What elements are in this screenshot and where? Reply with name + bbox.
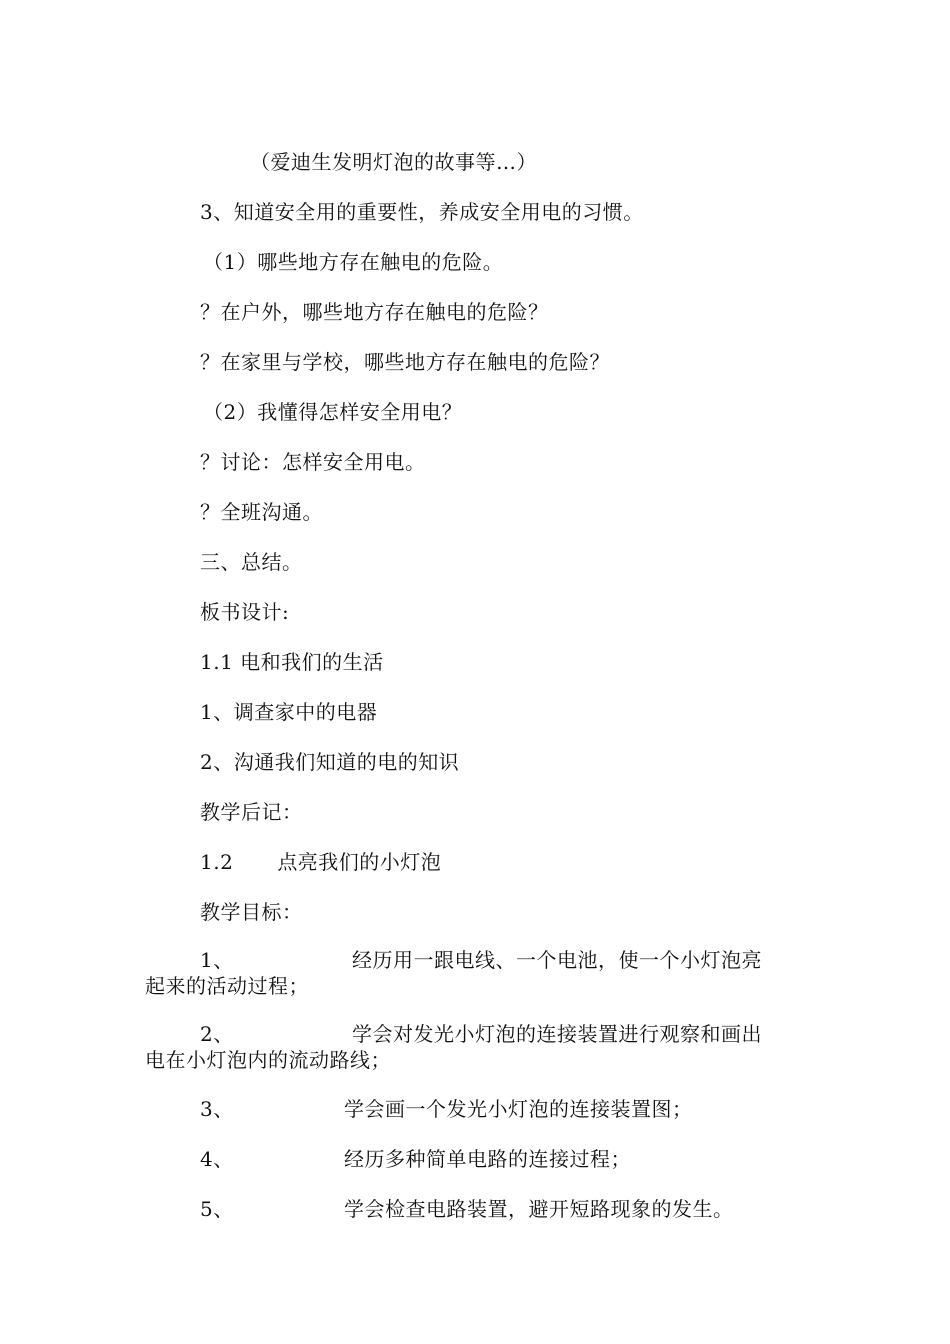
objective-text-continued: 电在小灯泡内的流动路线； <box>145 1048 391 1072</box>
heading: 教学目标： <box>200 900 303 924</box>
objective-text: 经历用一跟电线、一个电池，使一个小灯泡亮 <box>352 948 762 972</box>
heading: 教学后记： <box>200 800 303 824</box>
section-name: 点亮我们的小灯泡 <box>277 850 442 874</box>
text-line: ？在家里与学校，哪些地方存在触电的危险？ <box>200 350 610 374</box>
objective-text: 学会对发光小灯泡的连接装置进行观察和画出 <box>352 1022 762 1046</box>
text-line: ？在户外，哪些地方存在触电的危险？ <box>200 300 549 324</box>
objective-number: 2、 <box>200 1022 234 1046</box>
objective-number: 5、 <box>200 1197 234 1221</box>
text-line: ？全班沟通。 <box>200 500 323 524</box>
text-line: 1、调查家中的电器 <box>200 700 378 724</box>
text-line: 1.1 电和我们的生活 <box>200 650 384 674</box>
text-line: 2、沟通我们知道的电的知识 <box>200 750 460 774</box>
objective-number: 3、 <box>200 1097 234 1121</box>
text-line: （爱迪生发明灯泡的故事等…） <box>250 150 537 174</box>
objective-text: 学会画一个发光小灯泡的连接装置图； <box>344 1097 693 1121</box>
text-line: （2）我懂得怎样安全用电？ <box>203 400 463 424</box>
text-line: （1）哪些地方存在触电的危险。 <box>203 250 504 274</box>
section-title <box>200 850 441 874</box>
objective-text-continued: 起来的活动过程； <box>145 974 309 998</box>
heading: 板书设计: <box>200 600 290 624</box>
objective-number: 4、 <box>200 1147 234 1171</box>
objective-text: 学会检查电路装置，避开短路现象的发生。 <box>344 1197 734 1221</box>
text-line: ？讨论：怎样安全用电。 <box>200 450 426 474</box>
text-line: 三、总结。 <box>200 550 303 574</box>
section-number: 1.2 <box>200 850 234 874</box>
objective-text: 经历多种简单电路的连接过程； <box>344 1147 631 1171</box>
text-line: 3、知道安全用的重要性，养成安全用电的习惯。 <box>200 200 644 224</box>
objective-number: 1、 <box>200 948 234 972</box>
